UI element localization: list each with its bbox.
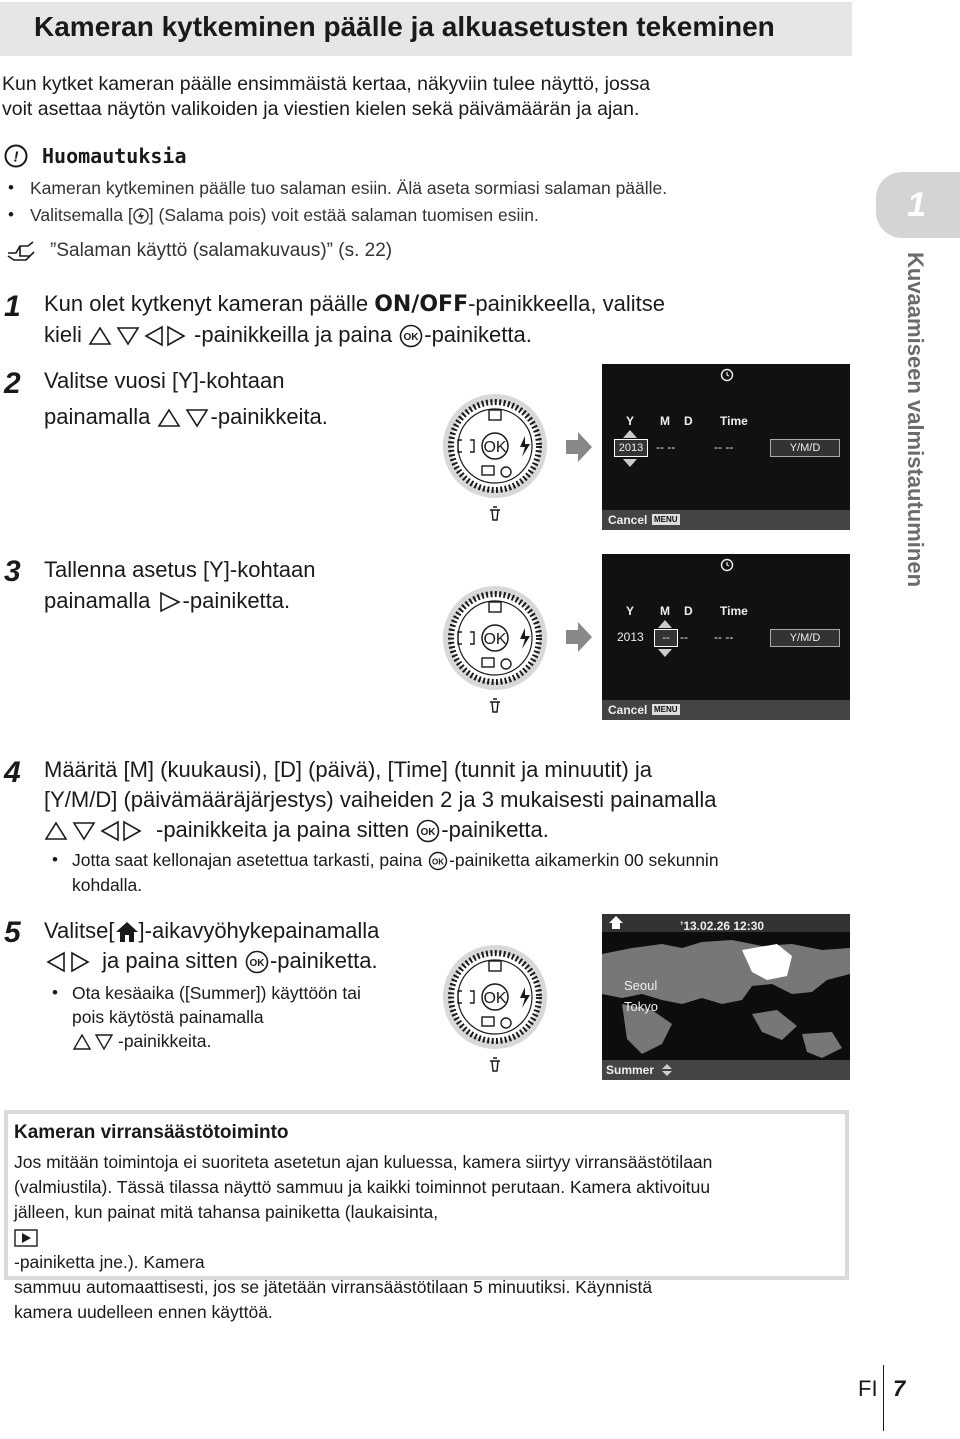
svg-text:!: ! [13,148,19,166]
step-1-text: Kun olet kytkenyt kameran päälle [44,291,375,316]
col-day-label: D [684,414,693,428]
step-4-line-3 [44,817,549,843]
city-tokyo: Tokyo [624,999,658,1014]
bullet-marker: • [8,178,14,197]
col-time-label: Time [720,414,748,428]
step-5-line-2 [44,948,378,974]
col-time-label: Time [720,604,748,618]
on-off-key-label: ON/OFF [374,292,469,317]
step-5-bullet-line-1: Ota kesäaika ([Summer]) käyttöön tai [72,983,361,1003]
power-line-4: sammuu automaattisesti, jos se jätetään virransäästötilaan 5 minuutiksi. Käynnistä [14,1277,653,1297]
step-1-end: -painiketta. [424,322,532,347]
ok-button-icon [398,324,424,348]
right-key-icon [157,591,183,613]
intro-line-2: voit asettaa näytön valikoiden ja viestien kielen sekä päivämäärän ja ajan. [2,98,640,120]
time-field[interactable]: -- -- [714,440,734,454]
up-down-keys-icon [157,407,211,429]
clock-icon [720,558,734,572]
date-screen-month [602,554,850,720]
step-3-line-1: Tallenna asetus [Y]-kohtaan [44,557,316,582]
order-field[interactable]: Y/M/D [770,629,840,647]
order-field[interactable]: Y/M/D [770,439,840,457]
step-4-number: 4 [4,756,21,789]
notes-bullet-2-pre: Valitsemalla [ [30,205,133,225]
up-down-arrows-icon [662,1064,672,1076]
step-3-post: -painiketta. [182,588,291,613]
bullet-marker: • [52,850,58,869]
flash-off-icon [133,208,149,224]
col-year-label: Y [626,414,635,428]
home-icon [115,921,139,943]
world-time-screen [602,914,850,1080]
step-1-kieli: kieli [44,322,89,347]
language-code: FI [858,1376,878,1401]
step-3-line-2 [44,588,290,614]
step-1-number: 1 [4,290,21,323]
down-arrow-icon [623,459,637,467]
ok-button-icon [244,950,270,974]
power-line-5: kamera uudelleen ennen käyttöä. [14,1302,273,1322]
step-2-line-1: Valitse vuosi [Y]-kohtaan [44,368,285,393]
control-dial-up-down [440,384,550,529]
up-arrow-icon [658,620,672,628]
power-line-2: (valmiustila). Tässä tilassa näyttö sammuu ja kaikki toiminnot perutaan. Kamera aktivoituu [14,1177,711,1197]
year-field[interactable]: 2013 [614,439,648,457]
time-field[interactable]: -- -- [714,630,734,644]
page-title: Kameran kytkeminen päälle ja alkuasetusten tekeminen [34,11,775,42]
step-3-pre: painamalla [44,588,157,613]
summer-label: Summer [606,1063,655,1077]
intro-paragraph [2,72,802,122]
arrow-keys-icon [88,325,194,347]
step-5-pre: Valitse[ [44,918,115,943]
arrow-right-icon [566,622,592,652]
day-field[interactable]: -- [680,630,688,644]
step-5-post: ]-aikavyöhykepainamalla [138,918,380,943]
chapter-title: Kuvaamiseen valmistautuminen [903,252,928,588]
dial-ok-label: OK [483,439,507,456]
down-arrow-icon [658,649,672,657]
power-line-3 [14,1200,712,1275]
city-seoul: Seoul [624,978,658,993]
step-4-mid: -painikkeita ja paina sitten [156,817,416,842]
up-arrow-icon [623,430,637,438]
step-5-mid: ja paina sitten [96,948,244,973]
step-3-number: 3 [4,555,21,588]
step-5-end: -painiketta. [269,948,378,973]
svg-text:OK: OK [249,958,265,970]
svg-text:OK: OK [432,857,445,867]
intro-line-1: Kun kytket kameran päälle ensimmäistä kertaa, näkyviin tulee näyttö, jossa [2,73,651,95]
bullet-marker: • [52,983,58,1002]
step-4-bullet-pre: Jotta saat kellonajan asetettua tarkasti, paina [72,850,428,870]
step-5-bullet-line-2: pois käytöstä painamalla [72,1007,264,1027]
notes-bullet-2-post: ] (Salama pois) voit estää salaman tuomisen esiin. [148,205,539,225]
step-1-mid: -painikkeilla ja paina [194,322,399,347]
notes-bullet-2 [30,205,539,226]
cancel-label: Cancel [608,703,648,717]
step-5-number: 5 [4,916,21,949]
step-2-number: 2 [4,367,21,400]
step-1-line-2 [44,322,532,348]
step-4-end: -painiketta. [441,817,549,842]
page-number: 7 [893,1376,906,1401]
col-day-label: D [684,604,693,618]
dial-ok-label: OK [483,990,507,1007]
arrow-right-icon [566,432,592,462]
step-2-pre: painamalla [44,404,157,429]
menu-badge: MENU [654,515,678,524]
world-datetime: ’13.02.26 12:30 [680,919,765,933]
menu-badge: MENU [654,705,678,714]
date-screen-year [602,364,850,530]
col-month-label: M [660,604,670,618]
page-reference-icon [6,240,46,262]
chapter-number: 1 [907,186,926,224]
step-4-line-1: Määritä [M] (kuukausi), [D] (päivä), [Time] (tunnit ja minuutit) ja [44,757,653,782]
col-year-label: Y [626,604,635,618]
svg-text:OK: OK [403,332,419,344]
world-map [602,914,850,1080]
step-5-line-1 [44,918,379,944]
step-4-bullet-line-2: kohdalla. [72,875,143,895]
step-2-post: -painikkeita. [210,404,328,429]
bullet-marker: • [8,205,14,224]
month-day-field[interactable]: -- -- [656,440,676,454]
step-4-bullet-line-1 [72,850,719,871]
col-month-label: M [660,414,670,428]
notes-heading: Huomautuksia [42,144,187,168]
summer-bar [602,1060,850,1080]
power-line-3-pre: jälleen, kun painat mitä tahansa painiketta (laukaisinta, [14,1202,439,1222]
left-right-keys-icon [44,951,96,973]
power-line-3-post: -painiketta jne.). Kamera [14,1252,205,1272]
month-field[interactable]: -- [654,629,678,647]
svg-text:OK: OK [420,827,436,839]
notes-bullet-1: Kameran kytkeminen päälle tuo salaman esiin. Älä aseta sormiasi salaman päälle. [30,178,668,198]
clock-icon [720,368,734,382]
cancel-bar [602,700,850,720]
control-dial-right [440,576,550,721]
power-saving-title: Kameran virransäästötoiminto [14,1122,289,1143]
cancel-bar [602,510,850,530]
up-down-keys-icon [72,1033,118,1051]
step-1-text-tail: -painikkeella, valitse [468,291,665,316]
step-4-line-2: [Y/M/D] (päivämääräjärjestys) vaiheiden 2 ja 3 mukaisesti painamalla [44,787,717,812]
arrow-keys-icon [44,820,156,842]
ok-button-icon [415,819,441,843]
power-saving-body [14,1150,712,1325]
playback-button-icon [14,1229,38,1247]
step-5-bullet-end: -painikkeita. [118,1031,212,1051]
power-line-1: Jos mitään toimintoja ei suoriteta asetetun ajan kuluessa, kamera siirtyy virransäästötilaan [14,1152,713,1172]
ok-button-icon [427,851,449,871]
year-field[interactable]: 2013 [617,630,644,644]
caution-icon [4,144,28,168]
footer-divider [883,1365,884,1431]
step-5-bullet-line-3 [72,1031,211,1052]
control-dial-left-right [440,935,550,1080]
step-1-line-1 [44,291,665,317]
notes-reference: ”Salaman käyttö (salamakuvaus)” (s. 22) [50,240,393,261]
dial-ok-label: OK [483,631,507,648]
step-2-line-2 [44,404,328,430]
step-4-bullet-post: -painiketta aikamerkin 00 sekunnin [449,850,719,870]
cancel-label: Cancel [608,513,648,527]
